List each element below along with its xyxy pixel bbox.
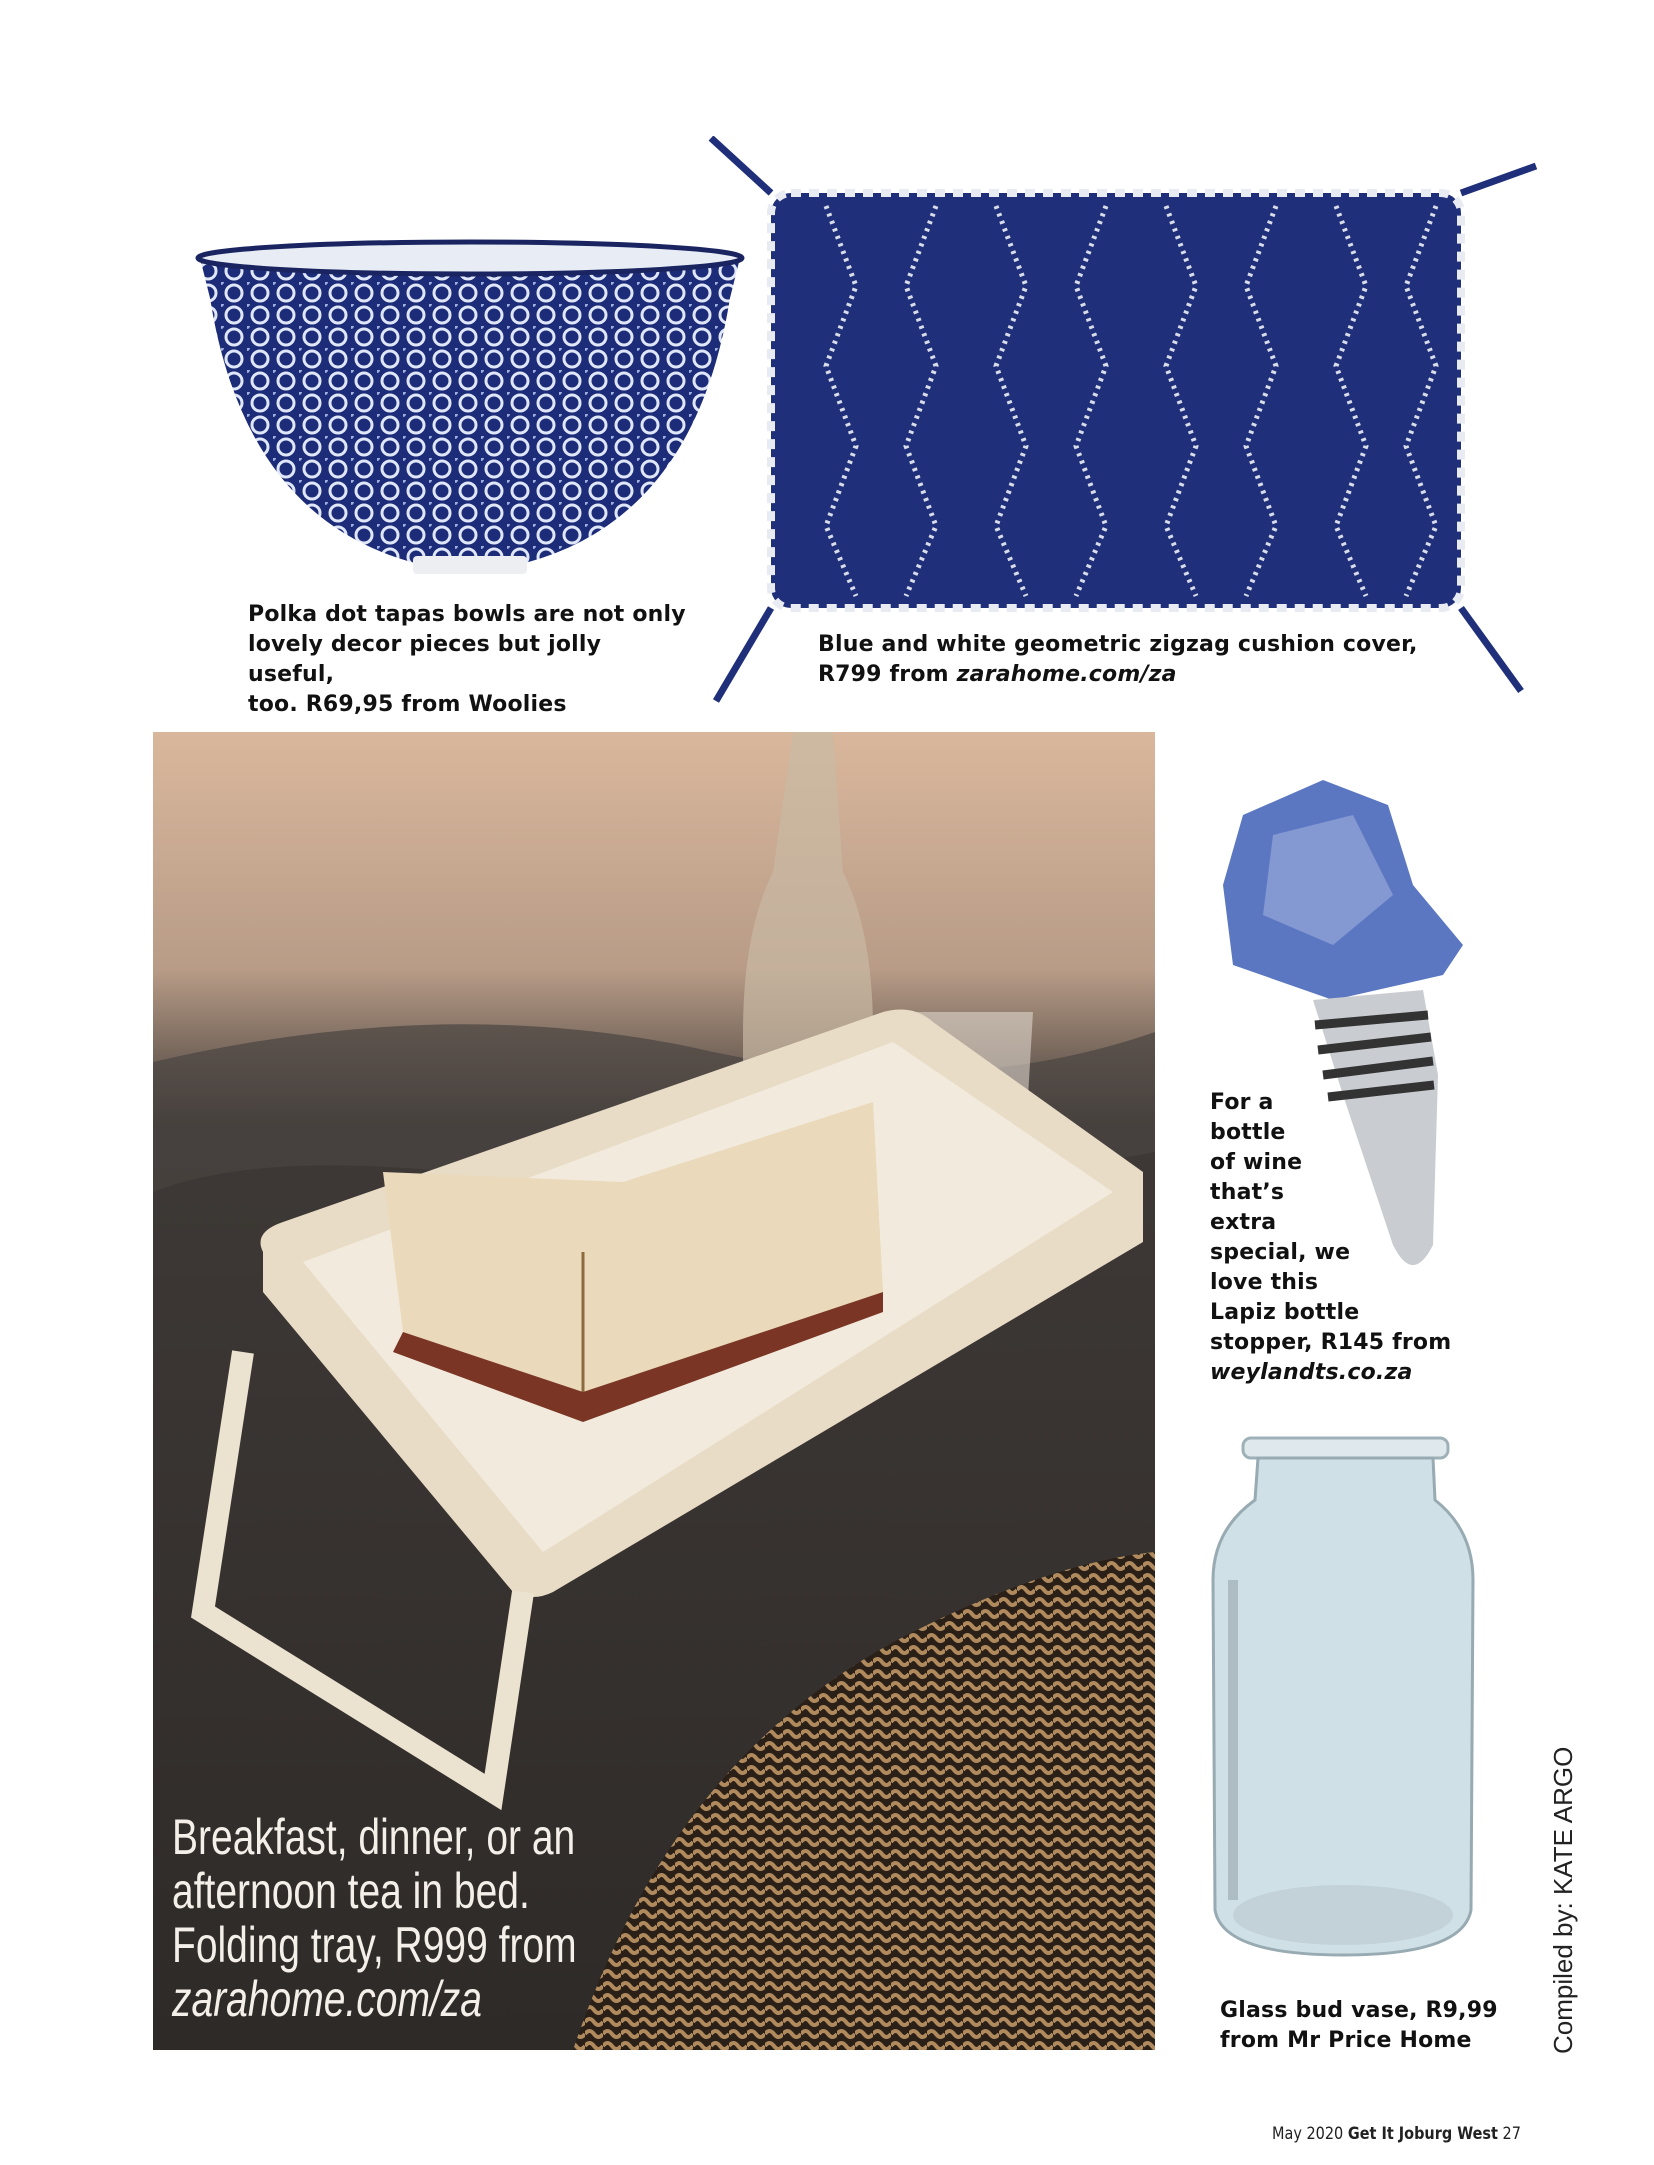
caption-line: Glass bud vase, R9,99 (1220, 1998, 1498, 2023)
cushion-caption (818, 630, 1438, 690)
compiled-by-credit: Compiled by: KATE ARGO (1548, 1746, 1578, 2054)
stopper-caption (1210, 1088, 1460, 1388)
caption-line: from Mr Price Home (1220, 2028, 1472, 2053)
caption-line: special, we (1210, 1240, 1351, 1265)
retailer-link: zarahome.com/za (172, 1971, 482, 2027)
caption-line: that’s (1210, 1180, 1285, 1205)
issue-date: May 2020 (1272, 2124, 1344, 2144)
caption-line: love this (1210, 1270, 1319, 1295)
caption-line: stopper, R145 from (1210, 1330, 1452, 1355)
caption-line: extra (1210, 1210, 1277, 1235)
caption-line: Folding tray, R999 from (172, 1917, 577, 1973)
caption-line: lovely decor pieces but jolly useful, (248, 632, 602, 687)
page-number: 27 (1502, 2124, 1521, 2144)
tray-caption (172, 1810, 577, 2026)
caption-line: bottle (1210, 1120, 1286, 1145)
caption-text: R799 from (818, 662, 957, 687)
caption-line: of wine (1210, 1150, 1303, 1175)
retailer-link: weylandts.co.za (1210, 1360, 1413, 1385)
vase-caption (1220, 1996, 1520, 2056)
bowl-caption (248, 600, 688, 720)
caption-line: Lapiz bottle (1210, 1300, 1360, 1325)
caption-line: Breakfast, dinner, or an (172, 1809, 576, 1865)
publication-name: Get It Joburg West (1347, 2124, 1498, 2144)
glass-bud-vase-image (1203, 1430, 1478, 1960)
polka-dot-bowl-image (195, 238, 745, 583)
caption-line: Polka dot tapas bowls are not only (248, 602, 686, 627)
zigzag-cushion-image (696, 136, 1546, 706)
caption-line: too. R69,95 from Woolies (248, 692, 567, 717)
caption-line: afternoon tea in bed. (172, 1863, 530, 1919)
caption-line: For a (1210, 1090, 1274, 1115)
retailer-link: zarahome.com/za (956, 662, 1177, 687)
page-footer (1272, 2124, 1521, 2144)
caption-line: Blue and white geometric zigzag cushion cover, (818, 632, 1418, 657)
